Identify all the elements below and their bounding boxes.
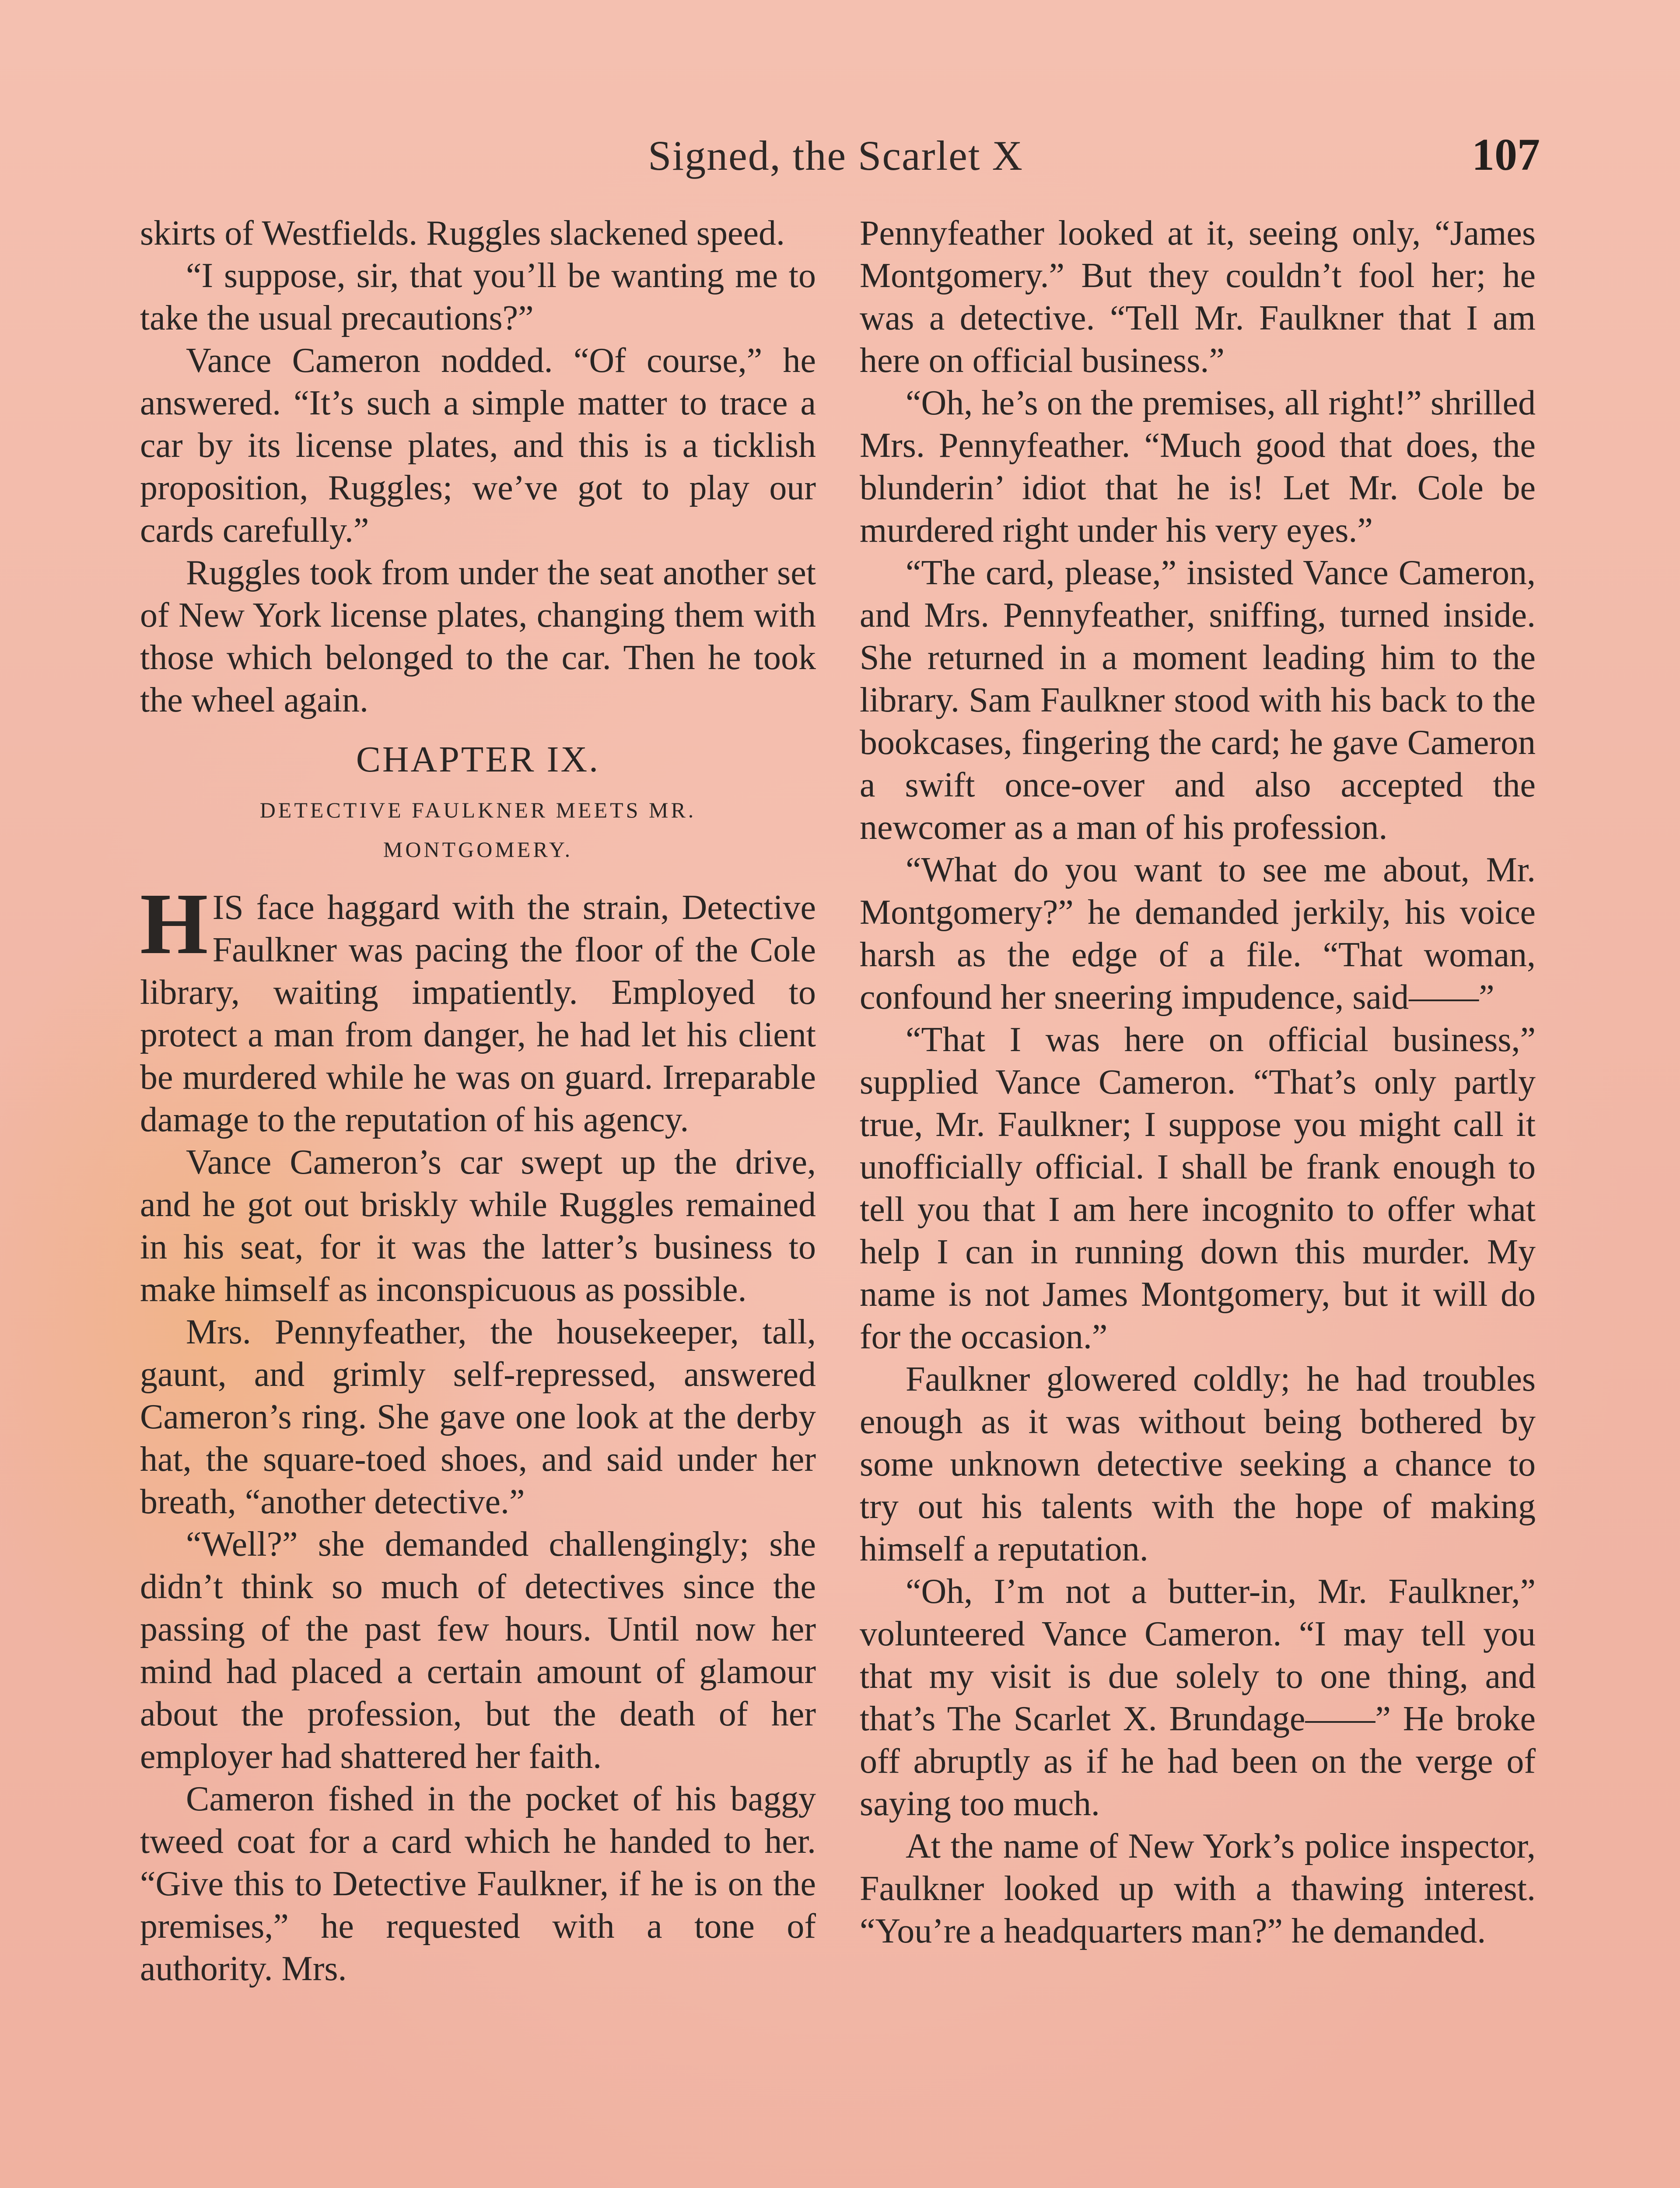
paragraph: At the name of New York’s police inspector, Faulkner looked up with a thawing interest. “You’re a headquarters man?” he demanded. [860,1827,1536,1950]
paragraph: “Oh, I’m not a butter-in, Mr. Faulkner,” volunteered Vance Cameron. “I may tell you that my visit is due solely to one thing, and that’s The Scarlet X. Brundage——” He broke off abruptly as if he had been on the verge of saying too much. [860,1572,1536,1823]
chapter-title: CHAPTER IX. [356,739,600,780]
paragraph: skirts of Westfields. Ruggles slackened speed. [140,214,785,252]
left-column [140,212,816,1990]
paragraph: Vance Cameron’s car swept up the drive, and he got out briskly while Ruggles remained in his seat, for it was the latter’s business to make himself as inconspicuous as possible. [140,1143,816,1309]
paragraph: “I suppose, sir, that you’ll be wanting me to take the usual precautions?” [140,256,816,337]
paragraph-text: IS face haggard with the strain, Detective Faulkner was pacing the floor of the Cole library, waiting impatiently. Employed to protect a man from danger, he had let his client be murdered while he was on guard. Irreparable damage to the reputation of his agency. [140,888,816,1139]
paragraph: “The card, please,” insisted Vance Cameron, and Mrs. Pennyfeather, sniffing, turned inside. She returned in a moment leading him to the library. Sam Faulkner stood with his back to the bookcases, fingering the card; he gave Cameron a swift once-over and also accepted the newcomer as a man of his profession. [860,554,1536,847]
page-header [131,131,1540,188]
drop-cap: H [140,876,208,972]
paragraph: Mrs. Pennyfeather, the housekeeper, tall, gaunt, and grimly self-repressed, answered Cameron’s ring. She gave one look at the derby hat, the square-toed shoes, and said under her breath, “another detective.” [140,1313,816,1521]
paragraph: “What do you want to see me about, Mr. Montgomery?” he demanded jerkily, his voice harsh as the edge of a file. “That woman, confound her sneering impudence, said——” [860,851,1536,1017]
chapter-opening-paragraph [140,876,816,1141]
chapter-subtitle-line: MONTGOMERY. [383,837,573,862]
paragraph: “That I was here on official business,” supplied Vance Cameron. “That’s only partly true, Mr. Faulkner; I suppose you might call it unofficially official. I shall be frank enough to tell you that I am here incognito to offer what help I can in running down this murder. My name is not James Montgomery, but it will do for the occasion.” [860,1020,1536,1356]
paragraph: Vance Cameron nodded. “Of course,” he answered. “It’s such a simple matter to trace a car by its license plates, and this is a ticklish proposition, Ruggles; we’ve got to play our cards carefully.” [140,341,816,550]
paragraph: “Well?” she demanded challengingly; she didn’t think so much of detectives since the passing of the past few hours. Until now her mind had placed a certain amount of glamour about the profession, but the death of her employer had shattered her faith. [140,1525,816,1776]
chapter-subtitle [140,790,816,869]
right-column [860,212,1536,1953]
paragraph: Cameron fished in the pocket of his baggy tweed coat for a card which he handed to her. “Give this to Detective Faulkner, if he is on the premises,” he requested with a tone of authority. Mrs. [140,1780,816,1988]
paragraph: Faulkner glowered coldly; he had troubles enough as it was without being bothered by some unknown detective seeking a chance to try out his talents with the hope of making himself a reputation. [860,1360,1536,1568]
chapter-subtitle-line: DETECTIVE FAULKNER MEETS MR. [259,798,696,822]
paragraph: Ruggles took from under the seat another set of New York license plates, changing them with those which belonged to the car. Then he took the wheel again. [140,554,816,719]
page-number: 107 [1472,130,1540,180]
paragraph: “Oh, he’s on the premises, all right!” shrilled Mrs. Pennyfeather. “Much good that does, the blunderin’ idiot that he is! Let Mr. Cole be murdered right under his very eyes.” [860,384,1536,550]
paragraph: Pennyfeather looked at it, seeing only, “James Montgomery.” But they couldn’t fool her; he was a detective. “Tell Mr. Faulkner that I am here on official business.” [860,214,1536,380]
running-title: Signed, the Scarlet X [648,132,1023,179]
